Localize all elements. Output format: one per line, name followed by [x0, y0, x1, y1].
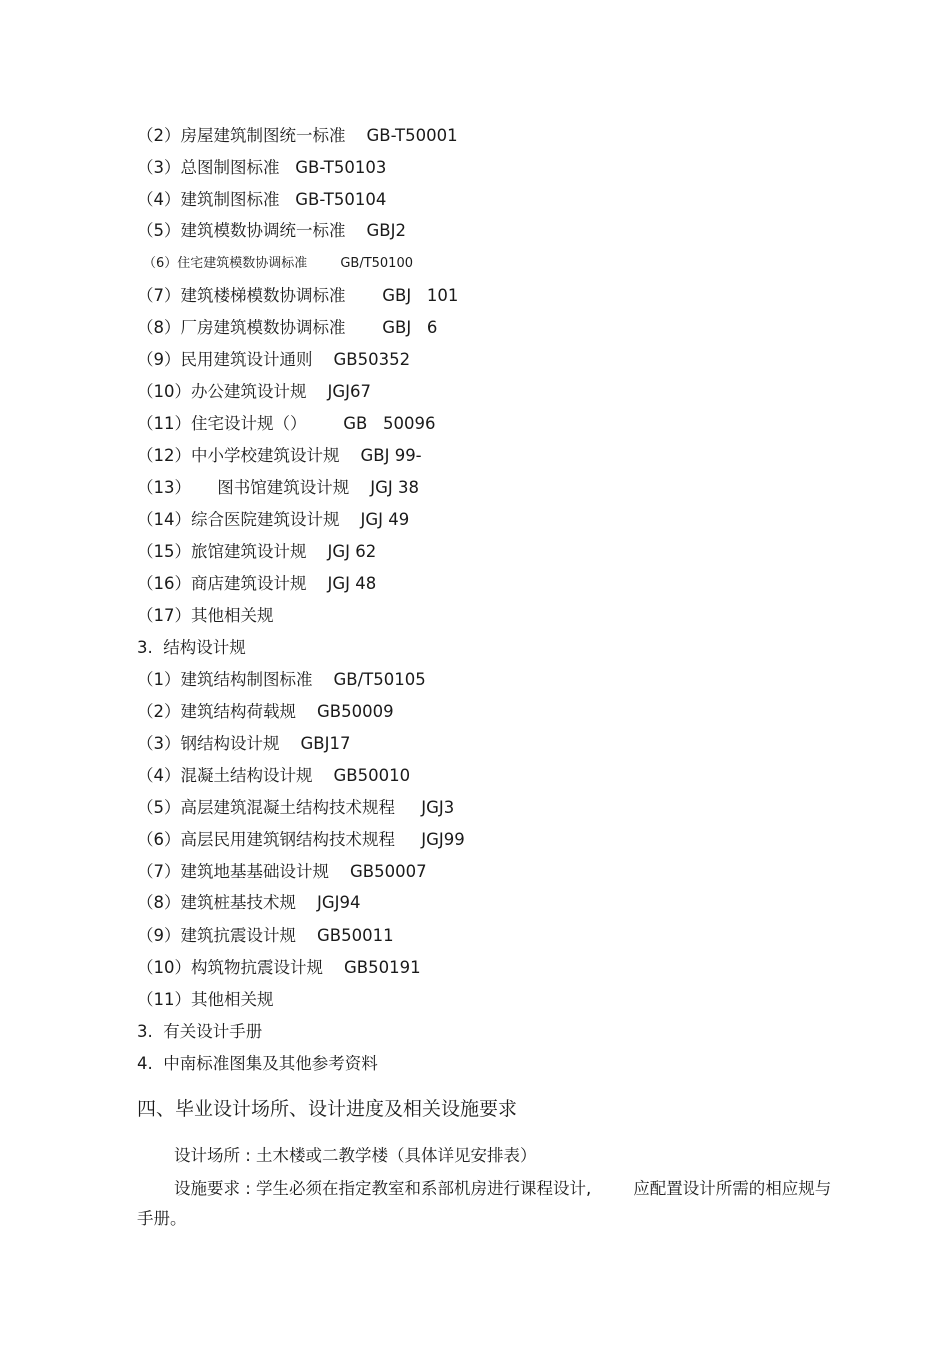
list-item: （4）建筑制图标准 GB-T50104 — [137, 190, 387, 209]
section-heading: 3. 结构设计规 — [137, 638, 246, 657]
list-item: （17）其他相关规 — [137, 606, 274, 625]
list-item: （6）高层民用建筑钢结构技术规程 JGJ99 — [137, 830, 465, 849]
list-item: （7）建筑楼梯模数协调标准 GBJ 101 — [137, 286, 459, 305]
list-item: （11）其他相关规 — [137, 990, 274, 1009]
section-title: 四、毕业设计场所、设计进度及相关设施要求 — [137, 1098, 518, 1120]
list-item: 4. 中南标准图集及其他参考资料 — [137, 1054, 378, 1073]
list-item: （2）房屋建筑制图统一标准 GB-T50001 — [137, 126, 458, 145]
place-paragraph: 设计场所 : 土木楼或二教学楼（具体详见安排表） — [174, 1146, 537, 1165]
facility-paragraph: 设施要求 : 学生必须在指定教室和系部机房进行课程设计, 应配置设计所需的相应规与手册。 — [137, 1179, 832, 1228]
list-item: （10）办公建筑设计规 JGJ67 — [137, 382, 371, 401]
list-item: （2）建筑结构荷载规 GB50009 — [137, 702, 394, 721]
list-item: （8）建筑桩基技术规 JGJ94 — [137, 893, 361, 912]
list-item: （13） 图书馆建筑设计规 JGJ 38 — [137, 478, 419, 497]
list-item: （14）综合医院建筑设计规 JGJ 49 — [137, 510, 410, 529]
list-item: （5）高层建筑混凝土结构技术规程 JGJ3 — [137, 798, 455, 817]
list-item: （3）钢结构设计规 GBJ17 — [137, 734, 351, 753]
list-item: （12）中小学校建筑设计规 GBJ 99- — [137, 446, 422, 465]
list-item: （8）厂房建筑模数协调标准 GBJ 6 — [137, 318, 438, 337]
list-item: （9）建筑抗震设计规 GB50011 — [137, 926, 394, 945]
list-item: （5）建筑模数协调统一标准 GBJ2 — [137, 221, 406, 240]
list-item: （10）构筑物抗震设计规 GB50191 — [137, 958, 421, 977]
list-item: （6）住宅建筑模数协调标准 GB/T50100 — [143, 256, 413, 271]
list-item: （15）旅馆建筑设计规 JGJ 62 — [137, 542, 377, 561]
list-item: （3）总图制图标准 GB-T50103 — [137, 158, 387, 177]
list-item: 3. 有关设计手册 — [137, 1022, 263, 1041]
list-item: （7）建筑地基基础设计规 GB50007 — [137, 862, 427, 881]
list-item: （1）建筑结构制图标准 GB/T50105 — [137, 670, 426, 689]
list-item: （9）民用建筑设计通则 GB50352 — [137, 350, 411, 369]
list-item: （4）混凝土结构设计规 GB50010 — [137, 766, 411, 785]
list-item: （16）商店建筑设计规 JGJ 48 — [137, 574, 377, 593]
list-item: （11）住宅设计规（） GB 50096 — [137, 414, 436, 433]
